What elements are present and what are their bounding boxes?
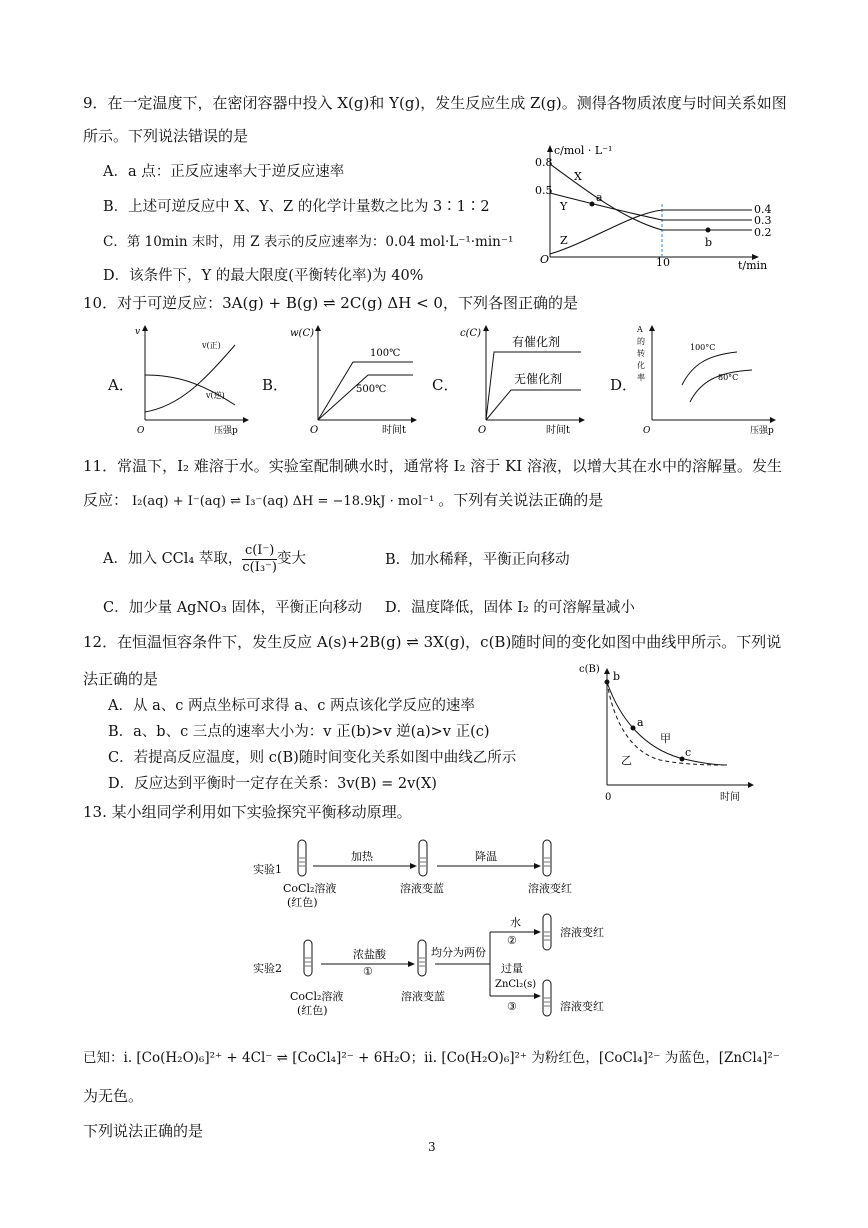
q12-stem-line1: 12．在恒温恒容条件下，发生反应 A(s)+2B(g) ⇌ 3X(g)，c(B)随时间的变化如图中曲线甲所示。下列说: [83, 633, 782, 651]
svg-text:CoCl₂溶液: CoCl₂溶液: [290, 990, 344, 1003]
q12-point-b: b: [613, 670, 621, 683]
q10-graph-c: [460, 320, 591, 440]
q13-exp1-label: 实验1: [253, 863, 282, 876]
q11-fraction: $\frac{c(I^-)}{\text{c(I₃⁻)}}$: [242, 542, 277, 575]
q13-final-prompt: 下列说法正确的是: [83, 1122, 204, 1140]
q11-stem-line2: 反应： I₂(aq) + I⁻(aq) ⇌ I₃⁻(aq) ΔH = −18.9kJ · mol⁻¹ 。下列有关说法正确的是: [83, 491, 604, 509]
q9-x-axis-label: t/min: [738, 259, 768, 272]
svg-text:溶液变蓝: 溶液变蓝: [401, 990, 445, 1003]
q12-curve-jia: [607, 682, 727, 765]
q10-option-c-label: C．: [432, 376, 459, 394]
svg-text:水: 水: [510, 916, 521, 929]
q9-point-b-label: b: [705, 236, 713, 249]
q9-point-a: [590, 202, 595, 207]
svg-text:O: O: [310, 425, 319, 436]
svg-text:②: ②: [507, 934, 517, 947]
q10-option-b-label: B．: [262, 376, 289, 394]
q13-known-line1: 已知：i. [Co(H₂O)₆]²⁺ + 4Cl⁻ ⇌ [CoCl₄]²⁻ + 6H₂O；ii. [Co(H₂O)₆]²⁺ 为粉红色，[CoCl₄]²⁻ 为蓝色，[ZnCl₄]²⁻: [83, 1050, 780, 1066]
q13-exp2-label: 实验2: [253, 962, 282, 975]
q11-option-d: D．温度降低，固体 I₂ 的可溶解量减小: [385, 600, 635, 616]
q10-graph-d: [632, 320, 782, 440]
q9-option-d: D．该条件下，Y 的最大限度(平衡转化率)为 40%: [103, 268, 424, 284]
q9-y-tick-0-8: 0.8: [535, 156, 553, 169]
svg-text:无催化剂: 无催化剂: [514, 372, 563, 386]
svg-text:O: O: [478, 425, 487, 436]
svg-text:v: v: [135, 327, 141, 337]
svg-text:浓盐酸: 浓盐酸: [353, 948, 386, 961]
svg-text:时间t: 时间t: [382, 425, 407, 436]
q9-label-x: X: [574, 170, 582, 183]
q9-label-z: Z: [560, 234, 568, 247]
q9-curve-y: [550, 193, 752, 220]
q9-origin: O: [540, 253, 550, 266]
svg-text:有催化剂: 有催化剂: [512, 335, 561, 349]
svg-text:③: ③: [507, 1000, 517, 1013]
svg-text:c(C): c(C): [460, 328, 482, 339]
q9-y-axis-label: c/mol · L⁻¹: [554, 144, 613, 157]
q11-stem-line1: 11．常温下，I₂ 难溶于水。实验室配制碘水时，通常将 I₂ 溶于 KI 溶液，以增大其在水中的溶解量。发生: [83, 457, 782, 475]
svg-text:O: O: [137, 426, 145, 436]
q12-option-b: B．a、b、c 三点的速率大小为：v 正(b)>v 逆(a)>v 正(c): [108, 724, 490, 740]
svg-text:压强p: 压强p: [750, 426, 774, 436]
q9-option-c: C．第 10min 末时，用 Z 表示的反应速率为：0.04 mol·L⁻¹·min⁻¹: [103, 234, 514, 250]
q12-option-c: C．若提高反应温度，则 c(B)随时间变化关系如图中曲线乙所示: [108, 750, 517, 766]
svg-text:降温: 降温: [475, 850, 497, 863]
q12-y-label: c(B): [579, 664, 600, 675]
svg-text:的: 的: [637, 337, 645, 346]
svg-text:(红色): (红色): [287, 896, 318, 909]
svg-text:溶液变蓝: 溶液变蓝: [400, 882, 444, 895]
q10-option-a-label: A．: [108, 376, 134, 394]
q12-cb-chart: [575, 660, 760, 805]
q12-point-c: c: [685, 746, 692, 759]
q10-graph-b: [290, 320, 423, 440]
q9-curve-z: [550, 210, 752, 254]
q12-label-jia: 甲: [660, 732, 671, 745]
svg-text:溶液变红: 溶液变红: [528, 882, 572, 895]
q11-option-b: B．加水稀释，平衡正向移动: [385, 552, 570, 568]
svg-text:ZnCl₂(s): ZnCl₂(s): [495, 979, 537, 990]
q9-x-tick-10: 10: [656, 256, 670, 269]
svg-text:化: 化: [637, 361, 645, 370]
q9-point-a-label: a: [596, 191, 603, 204]
q9-stem-line2: 所示。下列说法错误的是: [83, 127, 249, 145]
svg-text:①: ①: [363, 965, 373, 978]
svg-text:80°C: 80°C: [718, 373, 739, 382]
q9-concentration-chart: [530, 142, 780, 272]
svg-text:时间t: 时间t: [546, 425, 571, 436]
svg-text:均分为两份: 均分为两份: [431, 946, 486, 959]
svg-text:O: O: [643, 426, 651, 436]
svg-text:(红色): (红色): [297, 1004, 328, 1017]
q10-option-d-label: D．: [610, 376, 638, 394]
q9-stem-line1: 9．在一定温度下，在密闭容器中投入 X(g)和 Y(g)，发生反应生成 Z(g)。测得各物质浓度与时间关系如图: [83, 94, 787, 112]
svg-text:v(逆): v(逆): [206, 391, 225, 400]
svg-text:100℃: 100℃: [370, 348, 401, 359]
svg-text:率: 率: [637, 373, 645, 382]
q11-equation: I₂(aq) + I⁻(aq) ⇌ I₃⁻(aq) ΔH = −18.9kJ · mol⁻¹: [132, 494, 435, 509]
q10-graph-a: [130, 320, 255, 440]
svg-text:A: A: [637, 325, 643, 334]
q9-right-value-0-4: 0.4: [754, 203, 772, 216]
svg-text:500℃: 500℃: [356, 384, 387, 395]
svg-text:w(C): w(C): [290, 328, 315, 339]
q9-y-tick-0-5: 0.5: [535, 184, 553, 197]
q9-right-value-0-2: 0.2: [754, 226, 772, 239]
q12-curve-yi: [607, 682, 727, 765]
svg-text:加热: 加热: [351, 850, 373, 863]
svg-text:压强p: 压强p: [214, 426, 238, 436]
q9-point-b: [706, 228, 711, 233]
page-number: 3: [428, 1140, 436, 1154]
q13-known-line2: 为无色。: [83, 1087, 144, 1105]
q12-x-label: 时间: [720, 792, 740, 803]
q13-experiment-diagram: [245, 832, 625, 1032]
q12-option-d: D．反应达到平衡时一定存在关系：3v(B) = 2v(X): [108, 776, 437, 792]
q9-option-b: B．上述可逆反应中 X、Y、Z 的化学计量数之比为 3∶1∶2: [103, 199, 490, 215]
q10-stem: 10．对于可逆反应：3A(g) + B(g) ⇌ 2C(g) ΔH < 0，下列各图正确的是: [83, 294, 578, 312]
svg-text:溶液变红: 溶液变红: [560, 1000, 604, 1013]
q13-stem: 13. 某小组同学利用如下实验探究平衡移动原理。: [83, 803, 412, 821]
q12-label-yi: 乙: [621, 754, 632, 767]
q9-right-value-0-3: 0.3: [754, 214, 772, 227]
svg-text:v(正): v(正): [202, 341, 221, 350]
q12-point-a: a: [637, 716, 644, 729]
svg-text:CoCl₂溶液: CoCl₂溶液: [283, 882, 337, 895]
q12-origin: 0: [605, 792, 612, 803]
q12-stem-line2: 法正确的是: [83, 670, 159, 688]
svg-text:过量: 过量: [501, 962, 523, 975]
q9-label-y: Y: [560, 200, 568, 213]
q9-option-a: A．a 点：正反应速率大于逆反应速率: [103, 164, 345, 180]
q11-option-a: A．加入 CCl₄ 萃取， $\frac{c(I^-)}{\text{c(I₃⁻)}}$ 变大: [103, 542, 306, 575]
q12-option-a: A．从 a、c 两点坐标可求得 a、c 两点该化学反应的速率: [108, 698, 475, 714]
q11-option-c: C．加少量 AgNO₃ 固体，平衡正向移动: [103, 600, 362, 616]
svg-text:转: 转: [637, 349, 645, 358]
svg-text:100°C: 100°C: [690, 343, 716, 352]
svg-text:溶液变红: 溶液变红: [560, 926, 604, 939]
